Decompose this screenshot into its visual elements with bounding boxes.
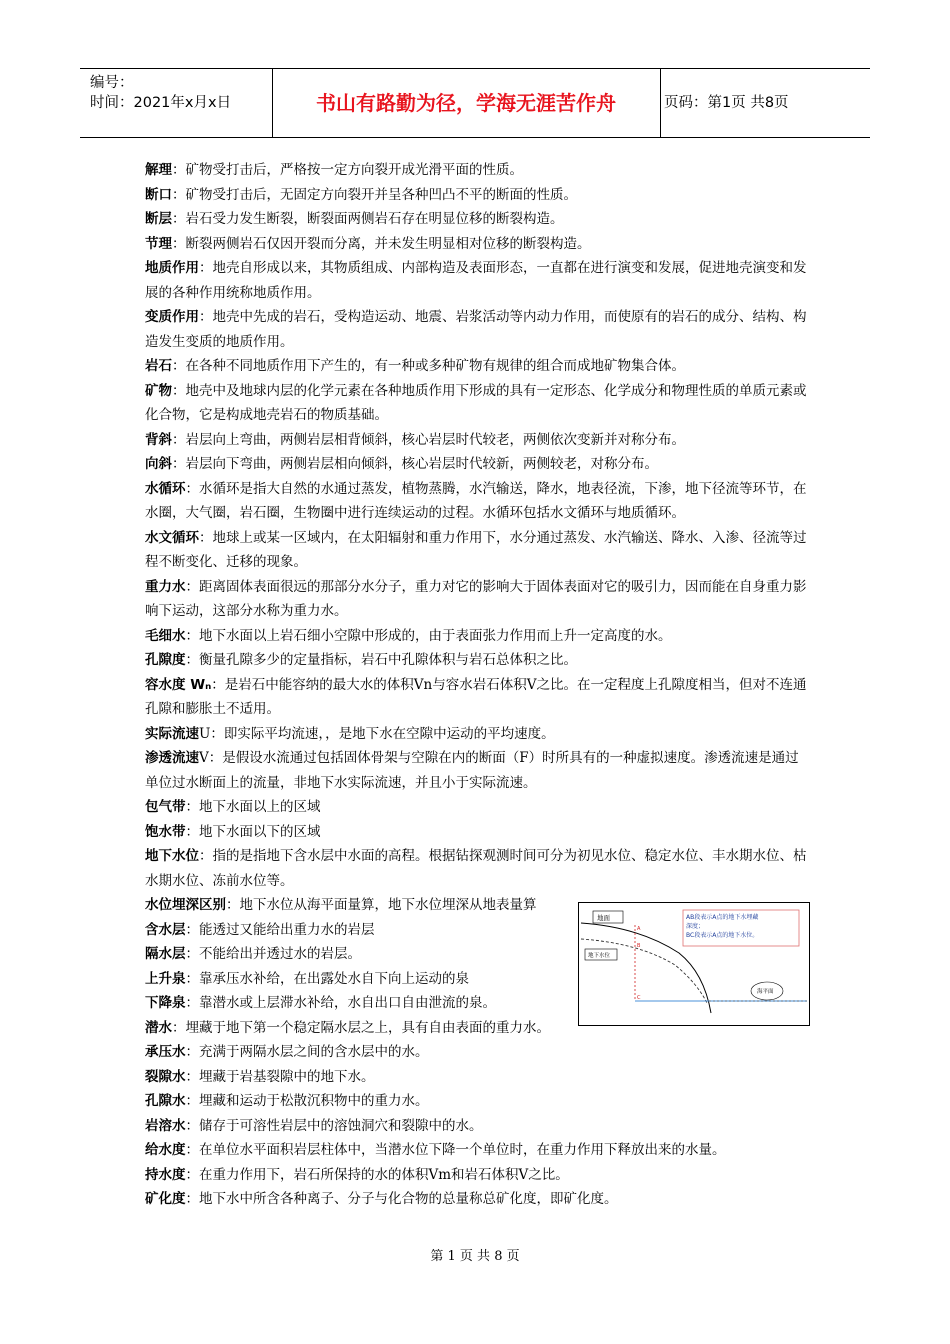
glossary-definition: ：地下水面以上岩石细小空隙中形成的，由于表面张力作用而上升一定高度的水。 xyxy=(185,627,672,644)
glossary-definition: ：在单位水平面积岩层柱体中，当潜水位下降一个单位时，在重力作用下释放出来的水量。 xyxy=(185,1142,726,1158)
glossary-entry xyxy=(145,722,809,747)
glossary-entry xyxy=(145,918,577,943)
glossary-term: 断口 xyxy=(145,186,172,203)
doc-date: 时间：2021年x月x日 xyxy=(90,95,232,111)
glossary-definition: ：是岩石中能容纳的最大水的体积Vn与容水岩石体积V之比。在一定程度上孔隙度相当，但对不连通孔隙和膨胀土不适用。 xyxy=(145,676,807,717)
glossary-entry xyxy=(145,673,809,722)
glossary-entry xyxy=(145,820,809,845)
glossary-entry xyxy=(145,1065,809,1090)
glossary-term: 隔水层 xyxy=(145,946,186,962)
note-line-2: 深度； xyxy=(686,923,705,930)
glossary-entry xyxy=(145,1114,809,1139)
glossary-entry xyxy=(145,844,809,893)
glossary-definition: ：靠承压水补给，在出露处水自下向上运动的泉 xyxy=(185,970,469,987)
glossary-term: 地下水位 xyxy=(145,848,199,864)
glossary-entry xyxy=(145,991,577,1016)
glossary-entry xyxy=(145,1089,809,1114)
glossary-term: 潜水 xyxy=(145,1019,172,1036)
glossary-definition: ：地下水面以上的区域 xyxy=(185,799,321,815)
glossary-entry xyxy=(145,207,809,232)
glossary-entry xyxy=(145,452,809,477)
glossary-entry xyxy=(145,967,577,992)
header-page-code: 页码：第1页 共8页 xyxy=(664,95,789,111)
glossary-entry xyxy=(145,183,809,208)
glossary-definition: ：矿物受打击后，无固定方向裂开并呈各种凹凸不平的断面的性质。 xyxy=(172,186,577,203)
glossary-definition: ：衡量孔隙多少的定量指标，岩石中孔隙体积与岩石总体积之比。 xyxy=(185,652,577,668)
glossary-entry xyxy=(145,158,809,183)
glossary-term: 孔隙水 xyxy=(145,1093,186,1109)
glossary-entry xyxy=(145,795,809,820)
glossary-term: 持水度 xyxy=(145,1166,186,1183)
glossary-definition: V：是假设水流通过包括固体骨架与空隙在内的断面（F）时所具有的一种虚拟速度。渗透流速是通过单位过水断面上的流量，非地下水实际流速，并且小于实际流速。 xyxy=(145,750,799,791)
glossary-definition: ：充满于两隔水层之间的含水层中的水。 xyxy=(185,1044,429,1060)
water-level-diagram xyxy=(578,902,810,1026)
page-footer: 第 1 页 共 8 页 xyxy=(430,1249,520,1264)
glossary-term: 水位埋深区别 xyxy=(145,897,226,913)
glossary-term: 矿物 xyxy=(145,382,172,399)
glossary-body xyxy=(145,158,809,1212)
glossary-term: 毛细水 xyxy=(145,627,186,644)
glossary-definition: ：储存于可溶性岩层中的溶蚀洞穴和裂隙中的水。 xyxy=(185,1117,483,1134)
glossary-entry xyxy=(145,746,809,795)
header-motto: 书山有路勤为径，学海无涯苦作舟 xyxy=(316,91,616,115)
glossary-term: 断层 xyxy=(145,211,172,227)
water-level-diagram-svg xyxy=(579,903,809,1025)
glossary-definition: ：地下水面以下的区域 xyxy=(185,823,321,840)
glossary-definition: ：地球上或某一区域内，在太阳辐射和重力作用下，水分通过蒸发、水汽输送、降水、入渗、径流等过程不断变化、迁移的现象。 xyxy=(145,529,807,570)
glossary-definition: ：埋藏于岩基裂隙中的地下水。 xyxy=(185,1068,375,1085)
glossary-definition: ：地壳中及地球内层的化学元素在各种地质作用下形成的具有一定形态、化学成分和物理性质的单质元素或化合物，它是构成地壳岩石的物质基础。 xyxy=(145,382,807,423)
glossary-definition: ：地下水中所含各种离子、分子与化合物的总量称总矿化度，即矿化度。 xyxy=(185,1191,618,1207)
glossary-term: 下降泉 xyxy=(145,995,186,1011)
glossary-definition: ：矿物受打击后，严格按一定方向裂开成光滑平面的性质。 xyxy=(172,162,523,178)
glossary-term: 含水层 xyxy=(145,921,186,938)
glossary-term: 饱水带 xyxy=(145,823,186,840)
glossary-definition: ：埋藏于地下第一个稳定隔水层之上，具有自由表面的重力水。 xyxy=(172,1019,550,1036)
glossary-term: 水文循环 xyxy=(145,529,199,546)
glossary-definition: ：在重力作用下，岩石所保持的水的体积Vm和岩石体积V之比。 xyxy=(185,1166,569,1183)
glossary-entry xyxy=(145,1187,809,1212)
glossary-definition: ：距离固体表面很远的那部分水分子，重力对它的影响大于固体表面对它的吸引力，因而能在自身重力影响下运动，这部分水称为重力水。 xyxy=(145,578,807,619)
point-b-label: B xyxy=(637,943,641,949)
glossary-definition: ：地壳中先成的岩石，受构造运动、地震、岩浆活动等内动力作用，而使原有的岩石的成分、结构、构造发生变质的地质作用。 xyxy=(145,309,807,350)
water-table-line xyxy=(581,939,707,1003)
glossary-definition: ：岩石受力发生断裂，断裂面两侧岩石存在明显位移的断裂构造。 xyxy=(172,211,564,227)
point-a-label: A xyxy=(637,926,641,932)
glossary-definition: ：地壳自形成以来，其物质组成、内部构造及表面形态，一直都在进行演变和发展，促进地壳演变和发展的各种作用统称地质作用。 xyxy=(145,260,807,301)
glossary-definition: U：即实际平均流速，，是地下水在空隙中运动的平均速度。 xyxy=(199,725,555,742)
glossary-entry xyxy=(145,1040,809,1065)
glossary-term: 向斜 xyxy=(145,456,172,472)
glossary-entry xyxy=(145,379,809,428)
glossary-term: 解理 xyxy=(145,162,172,178)
note-line-1: AB段表示A点的地下水埋藏 xyxy=(686,914,759,921)
glossary-entry xyxy=(145,648,809,673)
glossary-entry xyxy=(145,477,809,526)
glossary-definition: ：岩层向上弯曲，两侧岩层相背倾斜，核心岩层时代较老，两侧依次变新并对称分布。 xyxy=(172,431,685,448)
glossary-entry xyxy=(145,893,577,918)
glossary-term: 给水度 xyxy=(145,1142,186,1158)
glossary-definition: ：岩层向下弯曲，两侧岩层相向倾斜，核心岩层时代较新，两侧较老，对称分布。 xyxy=(172,456,658,472)
glossary-term: 孔隙度 xyxy=(145,652,186,668)
glossary-entry xyxy=(145,526,809,575)
glossary-definition: ：埋藏和运动于松散沉积物中的重力水。 xyxy=(185,1093,429,1109)
glossary-term: 重力水 xyxy=(145,578,186,595)
glossary-term: 包气带 xyxy=(145,799,186,815)
glossary-definition: ：地下水位从海平面量算，地下水位埋深从地表量算 xyxy=(226,897,537,913)
glossary-term: 矿化度 xyxy=(145,1191,186,1207)
sea-level-label: 海平面 xyxy=(757,989,774,995)
glossary-definition: ：指的是指地下含水层中水面的高程。根据钻探观测时间可分为初见水位、稳定水位、丰水期水位、枯水期水位、冻前水位等。 xyxy=(145,848,807,889)
page-header xyxy=(80,68,870,138)
glossary-term: 节理 xyxy=(145,235,172,252)
glossary-term: 变质作用 xyxy=(145,309,199,325)
glossary-entry xyxy=(145,256,809,305)
glossary-entry xyxy=(145,305,809,354)
point-c-label: C xyxy=(637,995,641,1001)
header-meta xyxy=(90,73,231,113)
glossary-term: 上升泉 xyxy=(145,970,186,987)
glossary-definition: ：断裂两侧岩石仅因开裂而分离，并未发生明显相对位移的断裂构造。 xyxy=(172,235,591,252)
glossary-definition: ：在各种不同地质作用下产生的，有一种或多种矿物有规律的组合而成地矿物集合体。 xyxy=(172,358,685,374)
glossary-term: 裂隙水 xyxy=(145,1068,186,1085)
header-divider xyxy=(660,69,661,137)
glossary-term: 实际流速 xyxy=(145,725,199,742)
glossary-entry xyxy=(145,1163,809,1188)
note-line-3: BC段表示A点的地下水位。 xyxy=(686,932,759,939)
glossary-entry xyxy=(145,942,577,967)
glossary-term: 地质作用 xyxy=(145,260,199,276)
glossary-entry xyxy=(145,624,809,649)
glossary-entry xyxy=(145,428,809,453)
glossary-definition: ：水循环是指大自然的水通过蒸发，植物蒸腾，水汽输送，降水，地表径流，下渗，地下径流等环节，在水圈，大气圈，岩石圈，生物圈中进行连续运动的过程。水循环包括水文循环与地质循环。 xyxy=(145,480,807,521)
glossary-definition: ：靠潜水或上层滞水补给，水自出口自由泄流的泉。 xyxy=(185,995,496,1011)
glossary-term: 承压水 xyxy=(145,1044,186,1060)
doc-number-label: 编号： xyxy=(90,75,134,91)
glossary-entry xyxy=(145,354,809,379)
glossary-term: 渗透流速 xyxy=(145,750,199,766)
glossary-entry xyxy=(145,575,809,624)
water-level-label: 地下水位 xyxy=(588,953,611,959)
glossary-term: 岩溶水 xyxy=(145,1117,186,1134)
ground-label: 地面 xyxy=(597,914,610,922)
glossary-entry xyxy=(145,232,809,257)
glossary-entry xyxy=(145,1138,809,1163)
glossary-term: 容水度 Wₙ xyxy=(145,676,212,693)
glossary-definition: ：不能给出并透过水的岩层。 xyxy=(185,946,361,962)
glossary-term: 岩石 xyxy=(145,358,172,374)
glossary-term: 背斜 xyxy=(145,431,172,448)
glossary-term: 水循环 xyxy=(145,480,186,497)
glossary-definition: ：能透过又能给出重力水的岩层 xyxy=(185,921,375,938)
